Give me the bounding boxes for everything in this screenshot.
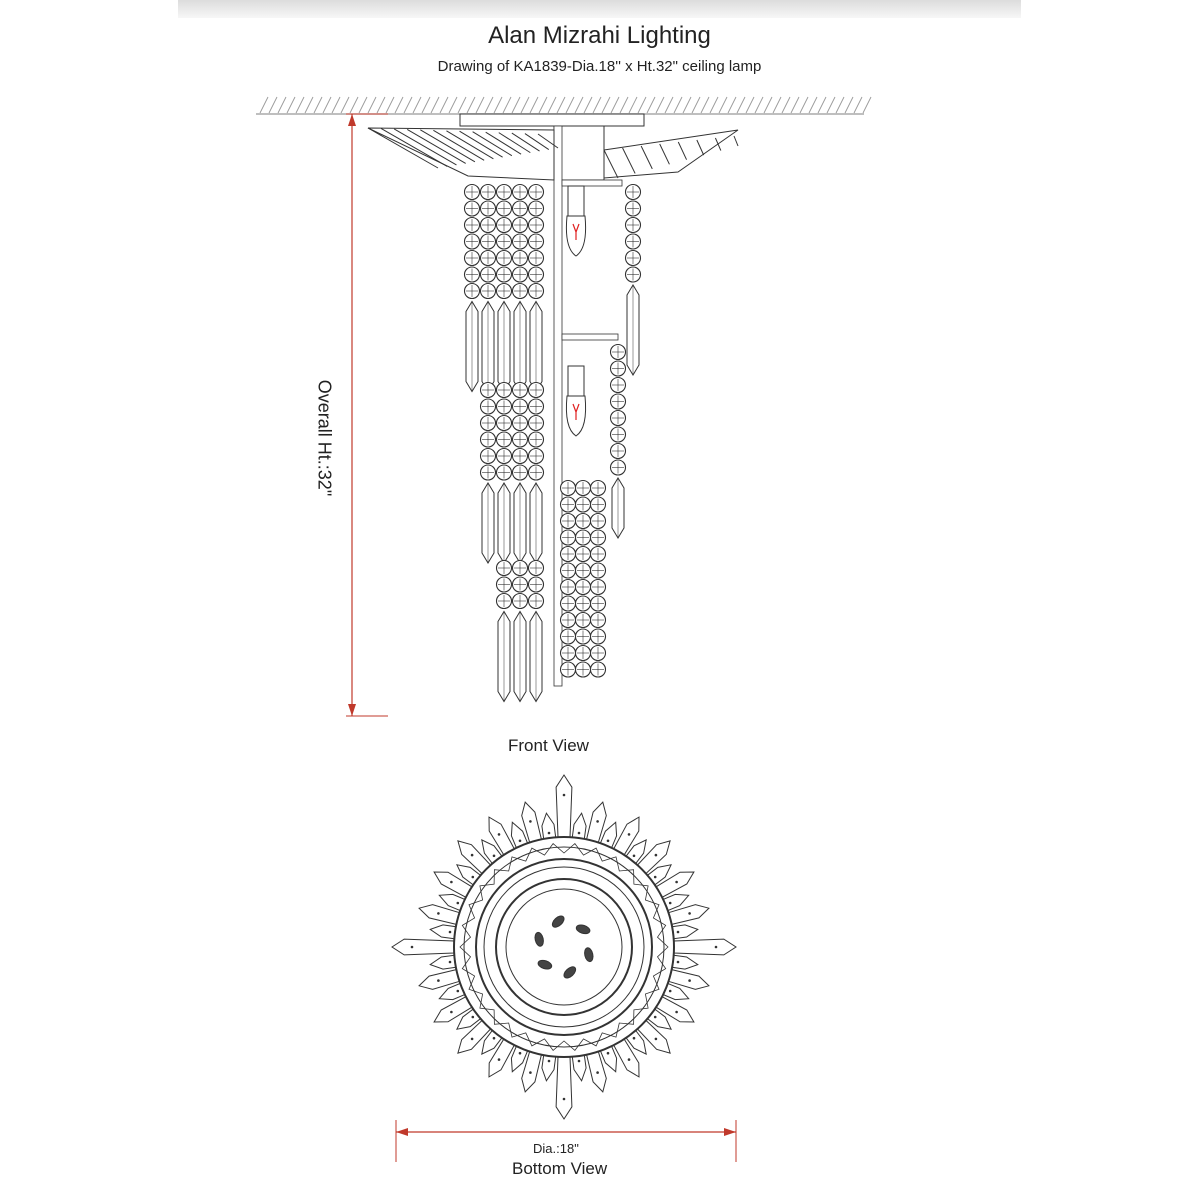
crystal-drill-dot [563, 794, 566, 797]
crystal-strand [513, 185, 528, 392]
canopy-crystal-blade [473, 132, 512, 156]
diameter-label: Dia.:18" [533, 1141, 579, 1156]
crystal-drill-dot [498, 833, 501, 836]
crystal-drill-dot [563, 1098, 566, 1101]
crystal-drill-dot [654, 1016, 657, 1019]
starburst-crystal [556, 775, 572, 837]
crystal-strand [497, 185, 512, 392]
canopy-crystal-blade [697, 140, 704, 155]
starburst-crystal [392, 939, 454, 955]
canopy-crystal-blade [407, 129, 465, 163]
canopy-crystal-blade [734, 136, 738, 146]
crystal-drill-dot [677, 961, 680, 964]
crystal-drill-dot [669, 902, 672, 905]
crystal-drill-dot [596, 820, 599, 823]
crystal-drill-dot [607, 1052, 610, 1055]
bulb-socket [568, 366, 584, 396]
crystal-drill-dot [437, 912, 440, 915]
page-title: Alan Mizrahi Lighting [488, 22, 711, 49]
crystal-drill-dot [578, 832, 581, 835]
canopy-crystal-blade [394, 129, 456, 165]
crystal-drill-dot [596, 1071, 599, 1074]
starburst-crystal [674, 939, 736, 955]
ceiling-hatch-stroke [863, 97, 871, 113]
crystal-strand [481, 185, 496, 392]
starburst-crystal [556, 1057, 572, 1119]
crystal-drill-dot [472, 876, 475, 879]
ceiling-line [256, 96, 871, 114]
height-arrow-bottom [348, 704, 356, 716]
canopy-crystal-blade [525, 134, 549, 150]
canopy-crystal-blade [604, 150, 618, 178]
starburst-crystal [430, 925, 456, 939]
crystal-strand [529, 383, 544, 564]
canopy-crystal-blade [512, 133, 540, 151]
crystal-drill-dot [498, 1058, 501, 1061]
canopy-crystal-blade [641, 146, 652, 169]
canopy-crystal-blade [660, 144, 670, 164]
bottom-view-label: Bottom View [512, 1159, 608, 1178]
starburst-crystal [430, 955, 456, 969]
technical-drawing [178, 0, 1021, 1200]
crystal-drill-dot [519, 1052, 522, 1055]
upper-bulb-arm [562, 180, 622, 186]
overall-height-label: Overall Ht.:32" [314, 379, 335, 497]
crystal-drill-dot [519, 840, 522, 843]
crystal-drill-dot [457, 990, 460, 993]
crystal-strand [561, 481, 576, 678]
crystal-strand [611, 345, 626, 539]
crystal-drill-dot [548, 1060, 551, 1063]
crystal-drill-dot [677, 931, 680, 934]
crystal-drill-dot [457, 902, 460, 905]
crystal-strand [497, 383, 512, 564]
canopy-crystal-blade [446, 131, 493, 159]
crystal-strand [497, 561, 512, 702]
canopy-crystal-blade [678, 142, 686, 160]
crystal-drill-dot [472, 1016, 475, 1019]
drawing-sheet [178, 0, 1021, 1200]
diameter-arrow-left [396, 1128, 408, 1136]
crystal-drill-dot [493, 855, 496, 858]
bottom-view-ring [454, 837, 674, 1057]
crystal-strand [626, 185, 641, 376]
canopy-crystal-fan-right [604, 130, 738, 178]
crystal-drill-dot [548, 832, 551, 835]
ceiling-band [256, 96, 864, 114]
crystal-strand [465, 185, 480, 392]
crystal-drill-dot [471, 1038, 474, 1041]
bottom-view-drawing [392, 775, 736, 1119]
crystal-drill-dot [655, 1038, 658, 1041]
crystal-drill-dot [449, 961, 452, 964]
canopy-plate [460, 114, 644, 126]
crystal-drill-dot [675, 881, 678, 884]
crystal-drill-dot [654, 876, 657, 879]
crystal-strand [529, 561, 544, 702]
crystal-drill-dot [688, 979, 691, 982]
crystal-drill-dot [450, 881, 453, 884]
height-arrow-top [348, 114, 356, 126]
crystal-drill-dot [655, 854, 658, 857]
front-view-label: Front View [508, 736, 589, 755]
crystal-drill-dot [633, 855, 636, 858]
starburst-crystal [542, 1055, 556, 1081]
crystal-drill-dot [669, 990, 672, 993]
starburst-crystal [572, 813, 586, 839]
starburst-crystal [542, 813, 556, 839]
crystal-drill-dot [449, 931, 452, 934]
crystal-drill-dot [493, 1037, 496, 1040]
crystal-drill-dot [529, 820, 532, 823]
crystal-drill-dot [411, 946, 414, 949]
lower-bulb-arm [562, 334, 618, 340]
diameter-arrow-right [724, 1128, 736, 1136]
crystal-strand [513, 383, 528, 564]
crystal-drill-dot [471, 854, 474, 857]
front-view-drawing [368, 114, 738, 702]
crystal-strand [481, 383, 496, 564]
starburst-crystal [672, 955, 698, 969]
crystal-strand [576, 481, 591, 678]
crystal-drill-dot [450, 1011, 453, 1014]
crystal-drill-dot [529, 1071, 532, 1074]
page-subtitle: Drawing of KA1839-Dia.18'' x Ht.32" ceiling lamp [437, 58, 762, 75]
crystal-drill-dot [675, 1011, 678, 1014]
canopy-crystal-blade [623, 148, 636, 173]
bulb-socket [568, 186, 584, 216]
crystal-drill-dot [607, 840, 610, 843]
crystal-drill-dot [715, 946, 718, 949]
crystal-drill-dot [633, 1037, 636, 1040]
crystal-strand [529, 185, 544, 392]
crystal-drill-dot [628, 1058, 631, 1061]
crystal-strand [513, 561, 528, 702]
starburst-crystal [572, 1055, 586, 1081]
canopy-crystal-blade [460, 131, 503, 157]
crystal-drill-dot [578, 1060, 581, 1063]
crystal-strand [591, 481, 606, 678]
crystal-drill-dot [628, 833, 631, 836]
crystal-drill-dot [437, 979, 440, 982]
overall-height-dimension [346, 114, 388, 716]
starburst-crystal [672, 925, 698, 939]
crystal-drill-dot [688, 912, 691, 915]
